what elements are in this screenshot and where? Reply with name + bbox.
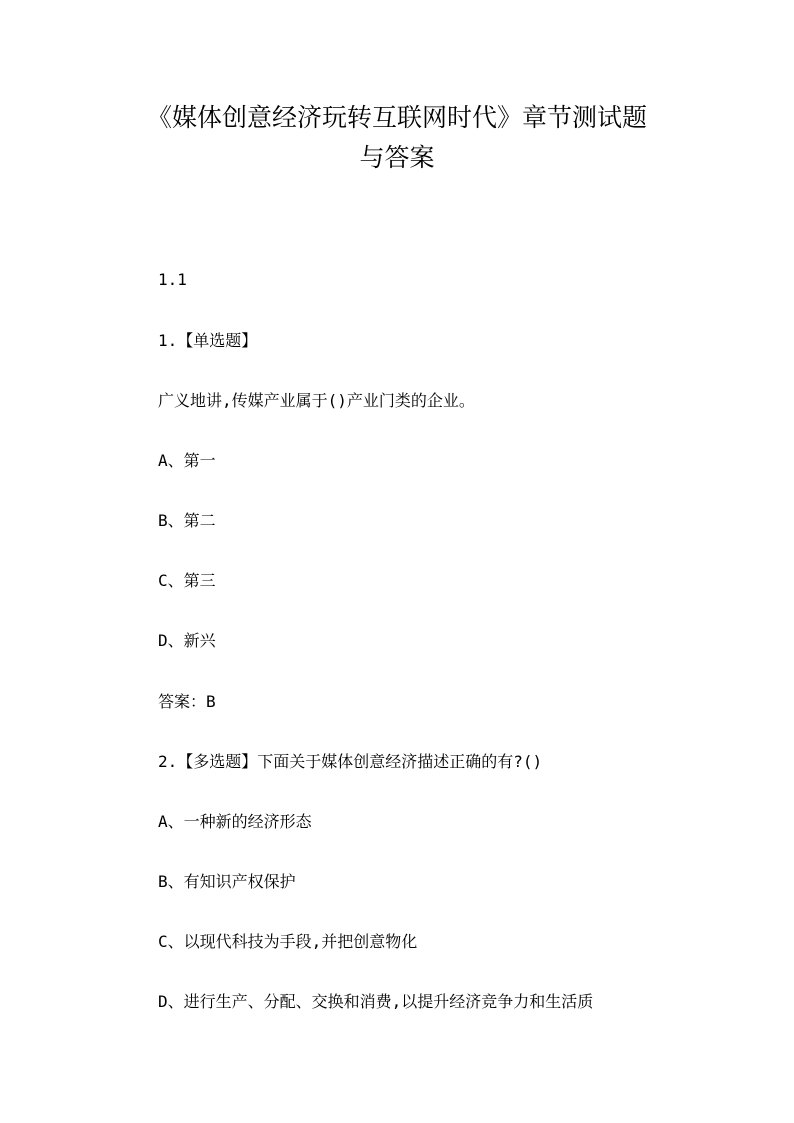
document-title-line-1: 《媒体创意经济玩转互联网时代》章节测试题 <box>146 103 647 132</box>
question-2-header: 2.【多选题】下面关于媒体创意经济描述正确的有?() <box>158 752 543 771</box>
question-1-option-c: C、第三 <box>158 571 216 590</box>
question-2-option-a: A、一种新的经济形态 <box>158 812 312 831</box>
question-1-option-a: A、第一 <box>158 451 216 470</box>
question-2-option-d: D、进行生产、分配、交换和消费,以提升经济竞争力和生活质 <box>158 992 594 1011</box>
question-1-stem: 广义地讲,传媒产业属于()产业门类的企业。 <box>158 391 475 410</box>
question-1-answer: 答案：B <box>158 692 216 711</box>
question-1-label: 1.【单选题】 <box>158 331 258 350</box>
question-2-option-c: C、以现代科技为手段,并把创意物化 <box>158 932 418 951</box>
question-1-option-b: B、第二 <box>158 511 216 530</box>
question-1-option-d: D、新兴 <box>158 631 216 650</box>
question-2-option-b: B、有知识产权保护 <box>158 872 296 891</box>
document-title-line-2: 与答案 <box>359 143 435 172</box>
section-number: 1.1 <box>158 270 187 289</box>
